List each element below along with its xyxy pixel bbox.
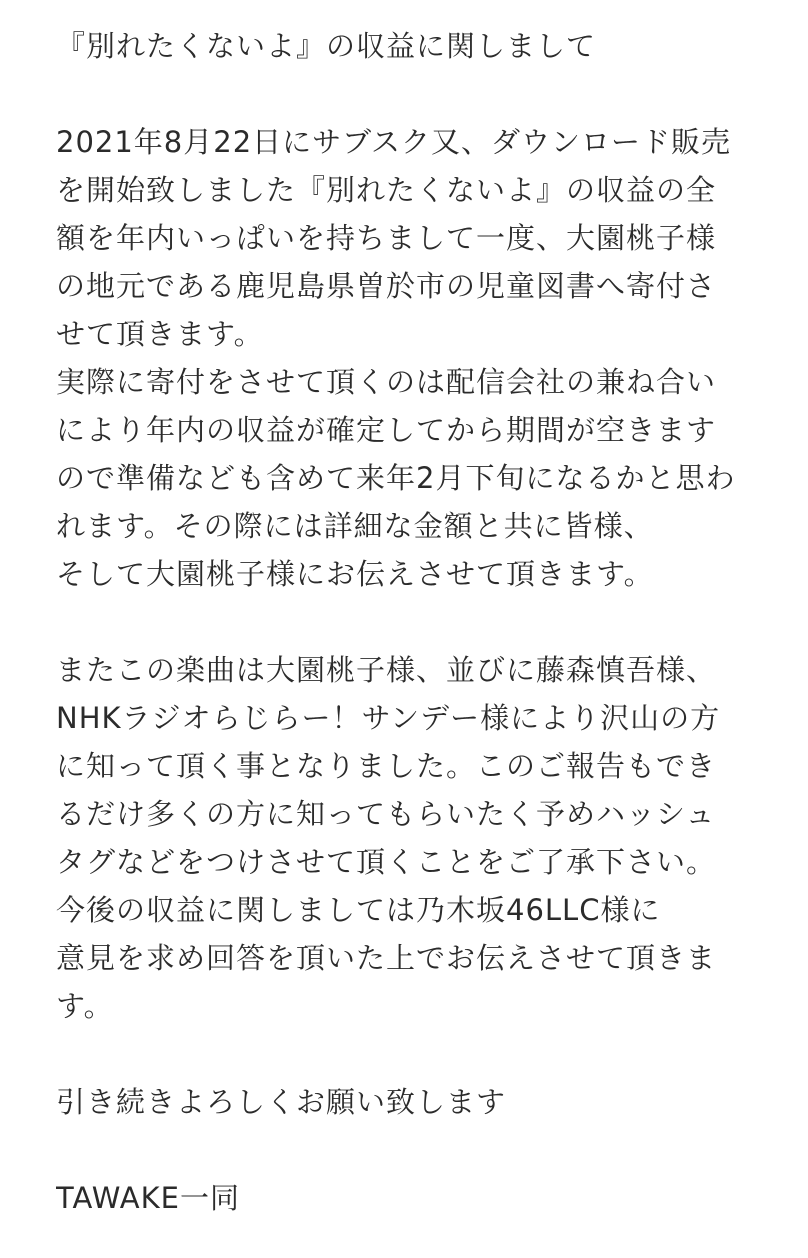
text-line: NHKラジオらじらー！サンデー様により沢山の方 [56, 701, 721, 735]
text-line: 額を年内いっぱいを持ちまして一度、大園桃子様 [56, 221, 717, 255]
blank-line [56, 598, 776, 646]
paragraph-acknowledgement [56, 646, 776, 1030]
text-line: に知って頂く事となりました。このご報告もでき [56, 749, 717, 783]
text-line: せて頂きます。 [56, 317, 264, 351]
closing-line: 引き続きよろしくお願い致します [56, 1085, 507, 1119]
text-line: 今後の収益に関しましては乃木坂46LLC様に [56, 893, 661, 927]
text-line: の地元である鹿児島県曽於市の児童図書へ寄付さ [56, 269, 717, 303]
text-line: タグなどをつけさせて頂くことをご了承下さい。 [56, 845, 717, 879]
text-line: 2021年8月22日にサブスク又、ダウンロード販売 [56, 125, 731, 159]
text-line: により年内の収益が確定してから期間が空きます [56, 413, 717, 447]
text-line: そして大園桃子様にお伝えさせて頂きます。 [56, 557, 654, 591]
text-line: す。 [56, 989, 114, 1023]
memo-note [56, 22, 776, 1222]
text-line: 実際に寄付をさせて頂くのは配信会社の兼ね合い [56, 365, 717, 399]
note-title: 『別れたくないよ』の収益に関しまして [56, 29, 597, 63]
paragraph-donation [56, 118, 776, 598]
text-line: れます。その際には詳細な金額と共に皆様、 [56, 509, 654, 543]
signature: TAWAKE一同 [56, 1181, 240, 1215]
blank-line [56, 1126, 776, 1174]
text-line: 意見を求め回答を頂いた上でお伝えさせて頂きま [56, 941, 717, 975]
blank-line [56, 1030, 776, 1078]
text-line: ので準備なども含めて来年2月下旬になるかと思わ [56, 461, 736, 495]
text-line: を開始致しました『別れたくないよ』の収益の全 [56, 173, 717, 207]
text-line: るだけ多くの方に知ってもらいたく予めハッシュ [56, 797, 716, 831]
text-line: またこの楽曲は大園桃子様、並びに藤森慎吾様、 [56, 653, 717, 687]
blank-line [56, 70, 776, 118]
